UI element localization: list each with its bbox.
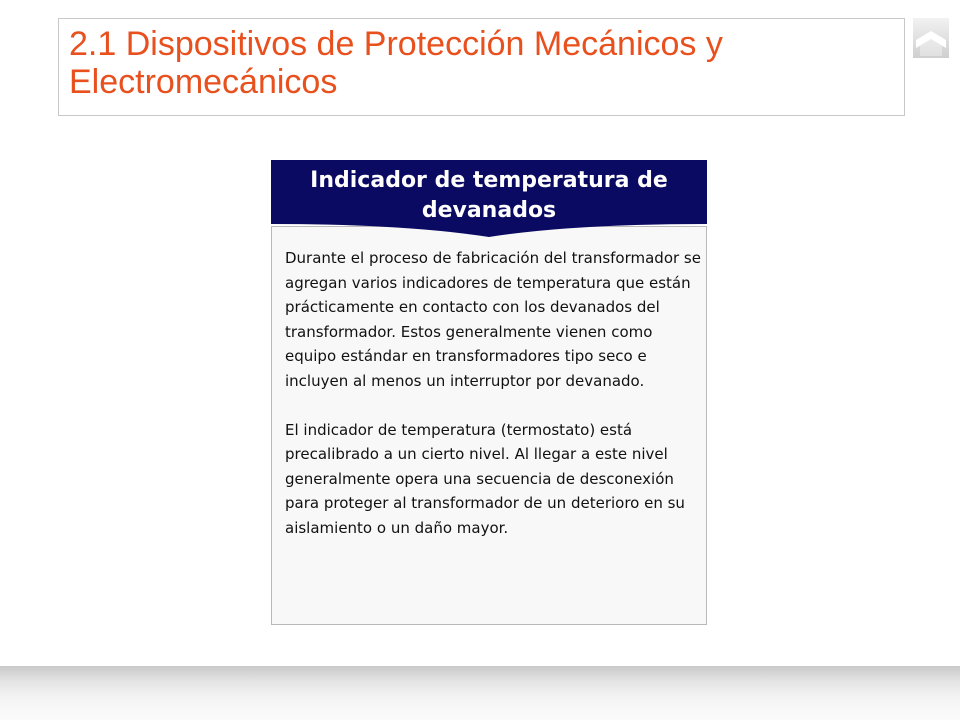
bottom-band (0, 666, 960, 720)
card-title: Indicador de temperatura de devanados (310, 168, 668, 223)
card-header (271, 160, 707, 237)
title-box (58, 18, 905, 116)
card-paragraph-1: Durante el proceso de fabricación del transformador se agregan varios indicadores de temperatura que están prácticamente en contacto con los devanados del transformador. Estos generalmente vienen como equipo estándar en transformadores tipo seco e incluyen al menos un interruptor por devanado. (285, 249, 701, 390)
info-card (271, 160, 707, 625)
home-icon (913, 18, 949, 58)
card-paragraph-2: El indicador de temperatura (termostato) está precalibrado a un cierto nivel. Al llegar a este nivel generalmente opera una secuencia de desconexión para proteger al transformador de un deterioro en su aislamiento o un daño mayor. (285, 420, 685, 537)
home-button[interactable] (913, 18, 949, 58)
card-text (285, 246, 705, 541)
page-title: 2.1 Dispositivos de Protección Mecánicos y Electromecánicos (69, 25, 723, 101)
